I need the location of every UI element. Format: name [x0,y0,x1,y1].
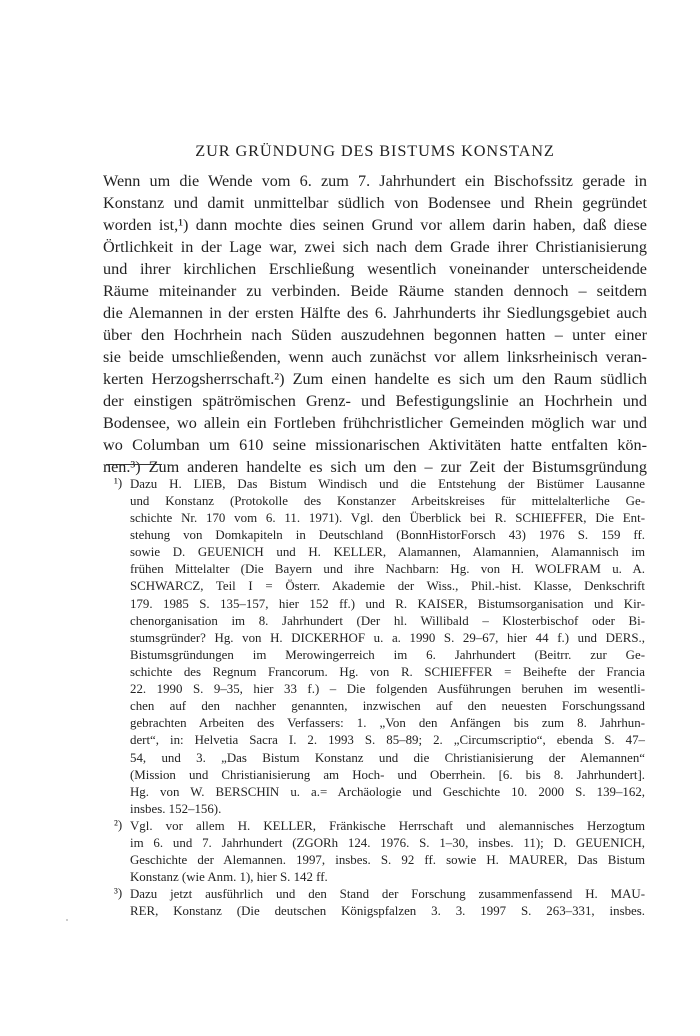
footnote-marker: ²) [114,818,123,832]
footnote-line: chenorganisation im 8. Jahrhundert (Der hl. Willibald – Klosterbischof oder Bi- [130,614,645,628]
footnote-line: frühen Mittelalter (Die Bayern und ihre Nachbarn: Hg. von H. WOLFRAM u. A. [130,562,645,576]
footnote-line: chen auf den nachher genannten, inzwischen auf den neuesten Forschungssand [130,699,645,713]
footnote-line: SCHWARCZ, Teil I = Österr. Akademie der Wiss., Phil.-hist. Klasse, Denkschrift [130,579,645,593]
body-text-line: sie beide umschließenden, wenn auch zunächst vor allem linksrheinisch veran- [103,348,647,366]
footnote-line: 179. 1985 S. 135–157, hier 152 ff.) und R. KAISER, Bistumsorganisation und Kir- [130,597,645,611]
footnote-line: und Konstanz (Protokolle des Konstanzer Arbeitskreises für mittelalterliche Ge- [130,494,645,508]
body-text-line: worden ist,¹) dann mochte dies seinen Grund vor allem darin haben, daß diese [103,216,647,234]
body-text-line: Wenn um die Wende vom 6. zum 7. Jahrhundert ein Bischofssitz gerade in [103,172,647,190]
body-text-line: Räume miteinander zu verbinden. Beide Räume standen dennoch – seitdem [103,282,647,300]
footnote-line: 22. 1990 S. 9–35, hier 33 f.) – Die folgenden Ausführungen beruhen im wesentli- [130,682,645,696]
body-text-line: über den Hochrhein nach Süden auszudehnen begonnen hatten – unter einer [103,326,647,344]
footnote-line: Geschichte der Alemannen. 1997, insbes. S. 92 ff. sowie H. MAURER, Das Bistum [130,853,645,867]
footnote-line: sowie D. GEUENICH und H. KELLER, Alamannen, Alamannien, Alamannisch im [130,545,645,559]
footnote-line: stehung von Domkapiteln in Deutschland (BonnHistorForsch 43) 1976 S. 159 ff. [130,528,645,542]
footnote-line: gebrachten Arbeiten des Verfassers: 1. „Von den Anfängen bis zum 8. Jahrhun- [130,716,645,730]
footnote-line: Dazu H. LIEB, Das Bistum Windisch und die Entstehung der Bistümer Lausanne [130,477,645,491]
footnote-line: schichte Nr. 170 vom 6. 11. 1971). Vgl. den Überblick bei R. SCHIEFFER, Die Ent- [130,511,645,525]
footnote-line: insbes. 152–156). [130,802,222,816]
page-title: ZUR GRÜNDUNG DES BISTUMS KONSTANZ [195,141,555,160]
footnote-line: Hg. von W. BERSCHIN u. a.= Archäologie und Geschichte 10. 2000 S. 139–162, [130,785,645,799]
body-text-line: und ihrer kirchlichen Erschließung wesentlich voneinander unterscheidende [103,260,647,278]
footnote-line: RER, Konstanz (Die deutschen Königspfalzen 3. 3. 1997 S. 263–331, insbes. [130,904,645,918]
body-text-line: der einstigen spätrömischen Grenz- und Befestigungslinie an Hochrhein und [103,392,647,410]
body-text-line: nen.³) Zum anderen handelte es sich um den – zur Zeit der Bistumsgründung [103,458,647,476]
footnote-line: 54, und 3. „Das Bistum Konstanz und die Christianisierung der Alemannen“ [130,751,645,765]
footnote-line: Vgl. vor allem H. KELLER, Fränkische Herrschaft und alemannisches Herzogtum [130,819,645,833]
body-text-line: kerten Herzogsherrschaft.²) Zum einen handelte es sich um den Raum südlich [103,370,647,388]
footnote-line: im 6. und 7. Jahrhundert (ZGORh 124. 1976. S. 1–30, insbes. 11); D. GEUENICH, [130,836,645,850]
footnote-marker: ³) [114,886,123,900]
footnote-marker: ¹) [114,476,123,490]
footnote-line: dert“, in: Helvetia Sacra I. 2. 1993 S. 85–89; 2. „Circumscriptio“, ebenda S. 47– [130,733,645,747]
footnote-line: schichte des Regnum Francorum. Hg. von R. SCHIEFFER = Beihefte der Francia [130,665,645,679]
footnote-line: (Mission und Christianisierung am Hoch- und Oberrhein. [6. bis 8. Jahrhundert]. [130,768,645,782]
body-text-line: Konstanz und damit unmittelbar südlich von Bodensee und Rhein gegründet [103,194,647,212]
footnote-line: Konstanz (wie Anm. 1), hier S. 142 ff. [130,870,328,884]
footnote-line: Bistumsgründungen im Merowingerreich im 6. Jahrhundert (Beitrr. zur Ge- [130,648,645,662]
footnote-separator [106,464,162,465]
body-text-line: wo Columban um 610 seine missionarischen Aktivitäten hatte entfalten kön- [103,436,647,454]
body-text-line: Bodensee, wo allein ein Fortleben frühchristlicher Gemeinden möglich war und [103,414,647,432]
scan-speck [66,919,68,921]
footnote-line: Dazu jetzt ausführlich und den Stand der Forschung zusammenfassend H. MAU- [130,887,645,901]
footnote-line: stumsgründer? Hg. von H. DICKERHOF u. a. 1990 S. 29–67, hier 44 f.) und DERS., [130,631,645,645]
body-text-line: Örtlichkeit in der Lage war, zwei sich nach dem Grade ihrer Christianisierung [103,238,647,256]
body-text-line: die Alemannen in der ersten Hälfte des 6. Jahrhunderts ihr Siedlungsgebiet auch [103,304,647,322]
